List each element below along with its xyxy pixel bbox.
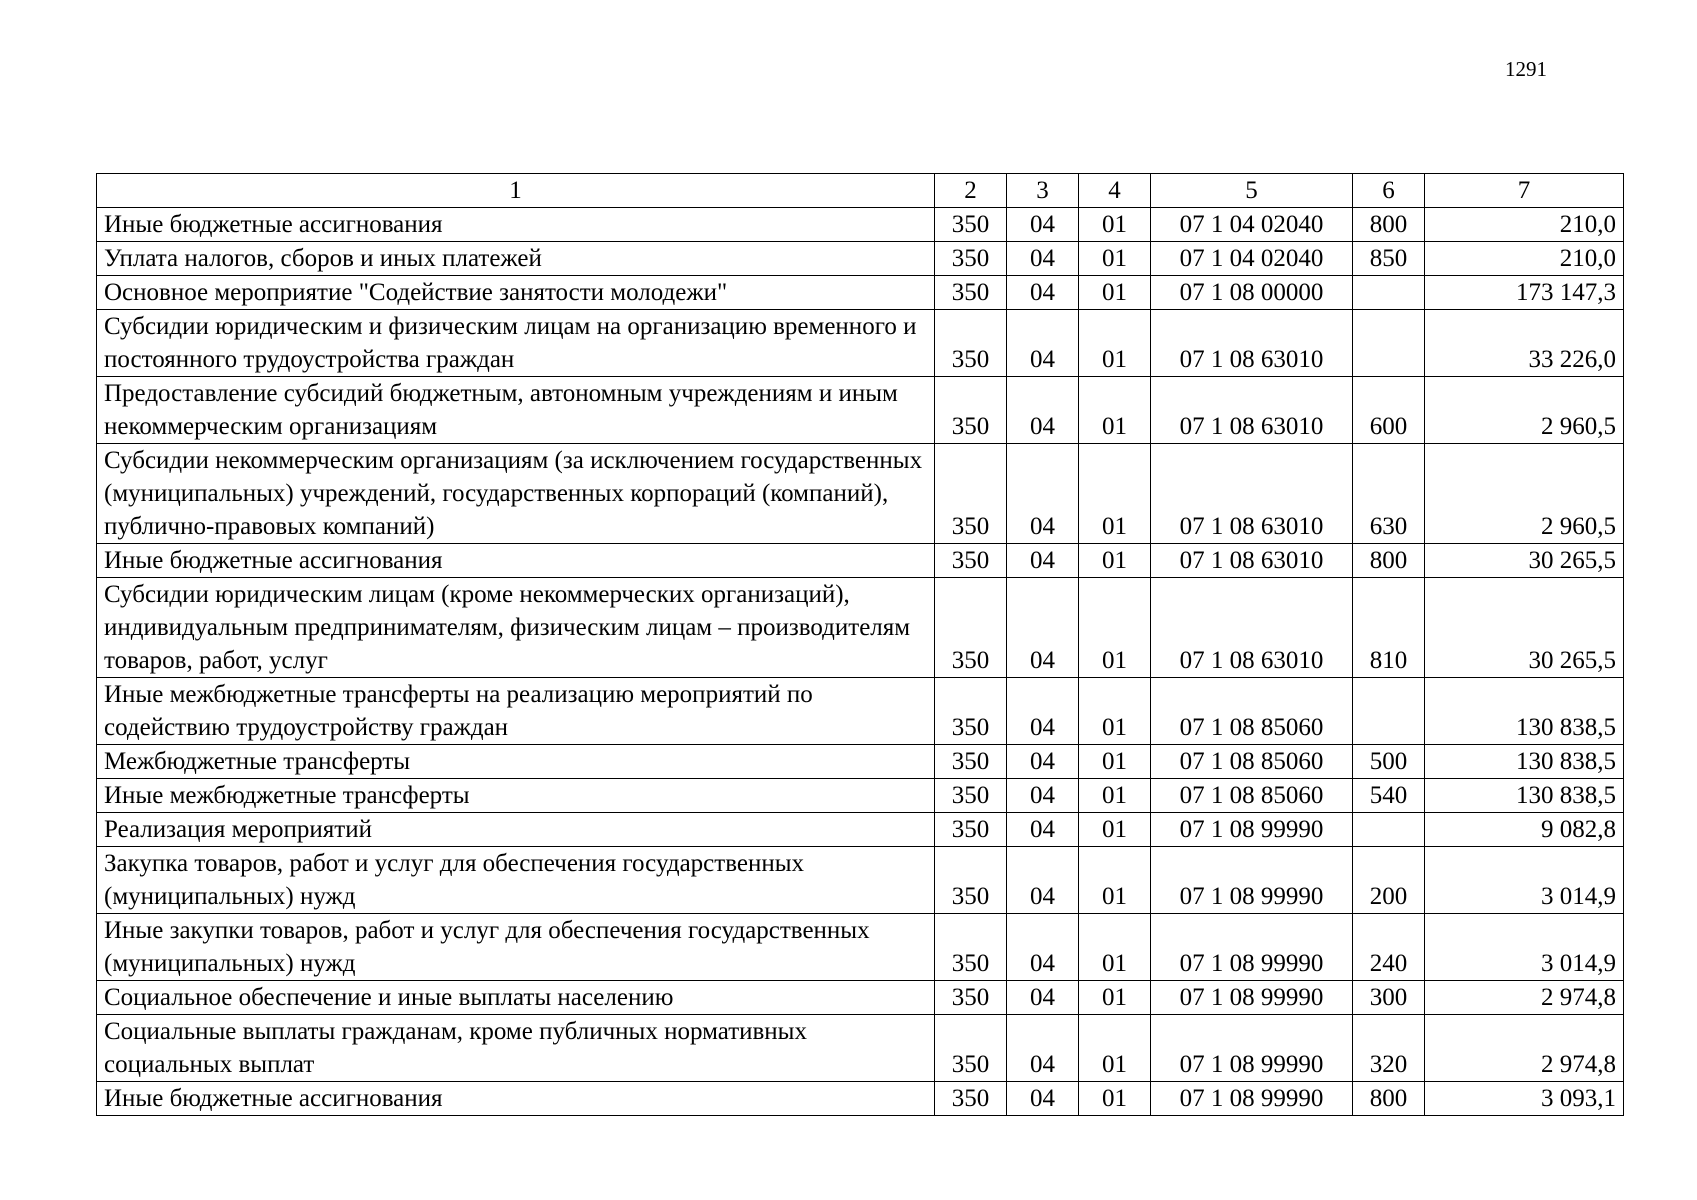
row-col6-cell: 800 bbox=[1353, 208, 1425, 242]
row-col5-cell: 07 1 08 63010 bbox=[1151, 544, 1353, 578]
row-col4-cell: 01 bbox=[1079, 377, 1151, 444]
row-col7-cell: 33 226,0 bbox=[1425, 310, 1624, 377]
row-col6-cell bbox=[1353, 678, 1425, 745]
row-col6-cell: 500 bbox=[1353, 745, 1425, 779]
row-col6-cell: 810 bbox=[1353, 578, 1425, 678]
row-col7-cell: 9 082,8 bbox=[1425, 813, 1624, 847]
row-name-cell: Субсидии некоммерческим организациям (за исключением государственных (муниципальных) учреждений, государственных корпораций (компаний), публично-правовых компаний) bbox=[97, 444, 935, 544]
row-col3-cell: 04 bbox=[1007, 208, 1079, 242]
row-col6-cell bbox=[1353, 813, 1425, 847]
row-col4-cell: 01 bbox=[1079, 310, 1151, 377]
row-col6-cell: 540 bbox=[1353, 779, 1425, 813]
row-name-cell: Иные бюджетные ассигнования bbox=[97, 1082, 935, 1116]
row-col7-cell: 2 960,5 bbox=[1425, 377, 1624, 444]
row-col4-cell: 01 bbox=[1079, 678, 1151, 745]
row-col5-cell: 07 1 08 85060 bbox=[1151, 745, 1353, 779]
row-col2-cell: 350 bbox=[935, 914, 1007, 981]
row-col6-cell: 300 bbox=[1353, 981, 1425, 1015]
row-col5-cell: 07 1 08 99990 bbox=[1151, 1082, 1353, 1116]
row-col4-cell: 01 bbox=[1079, 779, 1151, 813]
page-number: 1291 bbox=[1505, 57, 1547, 81]
row-name-cell: Социальные выплаты гражданам, кроме публичных нормативных социальных выплат bbox=[97, 1015, 935, 1082]
table-row bbox=[97, 276, 1624, 310]
table-row bbox=[97, 242, 1624, 276]
row-col5-cell: 07 1 08 99990 bbox=[1151, 813, 1353, 847]
row-col5-cell: 07 1 08 63010 bbox=[1151, 377, 1353, 444]
header-col-3: 3 bbox=[1007, 174, 1079, 208]
row-col2-cell: 350 bbox=[935, 678, 1007, 745]
row-col4-cell: 01 bbox=[1079, 1082, 1151, 1116]
header-col-5: 5 bbox=[1151, 174, 1353, 208]
row-col5-cell: 07 1 08 63010 bbox=[1151, 444, 1353, 544]
row-col4-cell: 01 bbox=[1079, 208, 1151, 242]
row-name-cell: Иные межбюджетные трансферты на реализацию мероприятий по содействию трудоустройству граждан bbox=[97, 678, 935, 745]
row-col2-cell: 350 bbox=[935, 544, 1007, 578]
row-col4-cell: 01 bbox=[1079, 981, 1151, 1015]
row-col2-cell: 350 bbox=[935, 276, 1007, 310]
row-name-cell: Межбюджетные трансферты bbox=[97, 745, 935, 779]
row-name-cell: Уплата налогов, сборов и иных платежей bbox=[97, 242, 935, 276]
row-col5-cell: 07 1 08 99990 bbox=[1151, 981, 1353, 1015]
row-col2-cell: 350 bbox=[935, 578, 1007, 678]
row-col2-cell: 350 bbox=[935, 208, 1007, 242]
row-col5-cell: 07 1 08 99990 bbox=[1151, 914, 1353, 981]
row-col6-cell: 800 bbox=[1353, 544, 1425, 578]
row-col5-cell: 07 1 08 00000 bbox=[1151, 276, 1353, 310]
row-col7-cell: 2 974,8 bbox=[1425, 1015, 1624, 1082]
row-col5-cell: 07 1 08 63010 bbox=[1151, 578, 1353, 678]
row-col2-cell: 350 bbox=[935, 981, 1007, 1015]
row-name-cell: Основное мероприятие "Содействие занятости молодежи" bbox=[97, 276, 935, 310]
row-col4-cell: 01 bbox=[1079, 914, 1151, 981]
row-col3-cell: 04 bbox=[1007, 813, 1079, 847]
row-col6-cell: 850 bbox=[1353, 242, 1425, 276]
row-col2-cell: 350 bbox=[935, 444, 1007, 544]
row-col3-cell: 04 bbox=[1007, 578, 1079, 678]
row-col6-cell: 240 bbox=[1353, 914, 1425, 981]
row-col4-cell: 01 bbox=[1079, 544, 1151, 578]
table-row bbox=[97, 745, 1624, 779]
row-col3-cell: 04 bbox=[1007, 544, 1079, 578]
row-col3-cell: 04 bbox=[1007, 242, 1079, 276]
row-col5-cell: 07 1 08 85060 bbox=[1151, 678, 1353, 745]
table-row bbox=[97, 779, 1624, 813]
row-col7-cell: 130 838,5 bbox=[1425, 779, 1624, 813]
row-col7-cell: 3 014,9 bbox=[1425, 914, 1624, 981]
table-row bbox=[97, 847, 1624, 914]
row-col6-cell: 200 bbox=[1353, 847, 1425, 914]
table-body bbox=[97, 208, 1624, 1116]
row-name-cell: Иные бюджетные ассигнования bbox=[97, 208, 935, 242]
table-row bbox=[97, 310, 1624, 377]
row-col3-cell: 04 bbox=[1007, 1082, 1079, 1116]
row-name-cell: Предоставление субсидий бюджетным, автономным учреждениям и иным некоммерческим организациям bbox=[97, 377, 935, 444]
table-row bbox=[97, 981, 1624, 1015]
row-name-cell: Иные бюджетные ассигнования bbox=[97, 544, 935, 578]
row-col4-cell: 01 bbox=[1079, 1015, 1151, 1082]
table-row bbox=[97, 377, 1624, 444]
row-col7-cell: 30 265,5 bbox=[1425, 578, 1624, 678]
row-col2-cell: 350 bbox=[935, 310, 1007, 377]
row-col5-cell: 07 1 08 99990 bbox=[1151, 1015, 1353, 1082]
row-col4-cell: 01 bbox=[1079, 813, 1151, 847]
row-col3-cell: 04 bbox=[1007, 444, 1079, 544]
header-col-4: 4 bbox=[1079, 174, 1151, 208]
header-row bbox=[97, 174, 1624, 208]
table-row bbox=[97, 1015, 1624, 1082]
table-row bbox=[97, 208, 1624, 242]
row-col3-cell: 04 bbox=[1007, 745, 1079, 779]
row-name-cell: Иные межбюджетные трансферты bbox=[97, 779, 935, 813]
row-col4-cell: 01 bbox=[1079, 242, 1151, 276]
row-col3-cell: 04 bbox=[1007, 847, 1079, 914]
table-row bbox=[97, 444, 1624, 544]
row-col3-cell: 04 bbox=[1007, 914, 1079, 981]
row-col7-cell: 3 014,9 bbox=[1425, 847, 1624, 914]
row-col4-cell: 01 bbox=[1079, 444, 1151, 544]
row-col7-cell: 130 838,5 bbox=[1425, 745, 1624, 779]
row-col5-cell: 07 1 04 02040 bbox=[1151, 208, 1353, 242]
row-col7-cell: 2 974,8 bbox=[1425, 981, 1624, 1015]
row-col2-cell: 350 bbox=[935, 745, 1007, 779]
row-col7-cell: 210,0 bbox=[1425, 208, 1624, 242]
row-col5-cell: 07 1 08 85060 bbox=[1151, 779, 1353, 813]
row-col3-cell: 04 bbox=[1007, 1015, 1079, 1082]
row-name-cell: Субсидии юридическим лицам (кроме некоммерческих организаций), индивидуальным предпринимателям, физическим лицам – производителям товаров, работ, услуг bbox=[97, 578, 935, 678]
row-col5-cell: 07 1 08 99990 bbox=[1151, 847, 1353, 914]
budget-table-container bbox=[96, 173, 1624, 1116]
row-col4-cell: 01 bbox=[1079, 847, 1151, 914]
row-col2-cell: 350 bbox=[935, 847, 1007, 914]
row-name-cell: Закупка товаров, работ и услуг для обеспечения государственных (муниципальных) нужд bbox=[97, 847, 935, 914]
row-col6-cell bbox=[1353, 276, 1425, 310]
table-row bbox=[97, 678, 1624, 745]
header-col-2: 2 bbox=[935, 174, 1007, 208]
row-col7-cell: 210,0 bbox=[1425, 242, 1624, 276]
table-row bbox=[97, 813, 1624, 847]
row-col2-cell: 350 bbox=[935, 377, 1007, 444]
row-name-cell: Реализация мероприятий bbox=[97, 813, 935, 847]
row-col7-cell: 130 838,5 bbox=[1425, 678, 1624, 745]
row-col4-cell: 01 bbox=[1079, 578, 1151, 678]
table-row bbox=[97, 544, 1624, 578]
row-name-cell: Субсидии юридическим и физическим лицам на организацию временного и постоянного трудоустройства граждан bbox=[97, 310, 935, 377]
row-col6-cell: 600 bbox=[1353, 377, 1425, 444]
row-col3-cell: 04 bbox=[1007, 310, 1079, 377]
table-row bbox=[97, 1082, 1624, 1116]
row-col4-cell: 01 bbox=[1079, 745, 1151, 779]
row-col7-cell: 2 960,5 bbox=[1425, 444, 1624, 544]
row-col7-cell: 3 093,1 bbox=[1425, 1082, 1624, 1116]
row-col6-cell: 320 bbox=[1353, 1015, 1425, 1082]
row-col6-cell bbox=[1353, 310, 1425, 377]
row-col2-cell: 350 bbox=[935, 1015, 1007, 1082]
header-col-7: 7 bbox=[1425, 174, 1624, 208]
budget-table bbox=[96, 173, 1624, 1116]
row-col2-cell: 350 bbox=[935, 779, 1007, 813]
row-col4-cell: 01 bbox=[1079, 276, 1151, 310]
row-col3-cell: 04 bbox=[1007, 981, 1079, 1015]
row-col7-cell: 173 147,3 bbox=[1425, 276, 1624, 310]
row-col7-cell: 30 265,5 bbox=[1425, 544, 1624, 578]
row-col5-cell: 07 1 08 63010 bbox=[1151, 310, 1353, 377]
table-row bbox=[97, 578, 1624, 678]
row-col6-cell: 630 bbox=[1353, 444, 1425, 544]
row-col3-cell: 04 bbox=[1007, 678, 1079, 745]
header-col-1: 1 bbox=[97, 174, 935, 208]
row-col2-cell: 350 bbox=[935, 1082, 1007, 1116]
row-col2-cell: 350 bbox=[935, 242, 1007, 276]
row-col5-cell: 07 1 04 02040 bbox=[1151, 242, 1353, 276]
row-col6-cell: 800 bbox=[1353, 1082, 1425, 1116]
table-row bbox=[97, 914, 1624, 981]
row-col3-cell: 04 bbox=[1007, 377, 1079, 444]
row-col3-cell: 04 bbox=[1007, 276, 1079, 310]
row-name-cell: Социальное обеспечение и иные выплаты населению bbox=[97, 981, 935, 1015]
header-col-6: 6 bbox=[1353, 174, 1425, 208]
row-col3-cell: 04 bbox=[1007, 779, 1079, 813]
row-name-cell: Иные закупки товаров, работ и услуг для обеспечения государственных (муниципальных) нужд bbox=[97, 914, 935, 981]
row-col2-cell: 350 bbox=[935, 813, 1007, 847]
